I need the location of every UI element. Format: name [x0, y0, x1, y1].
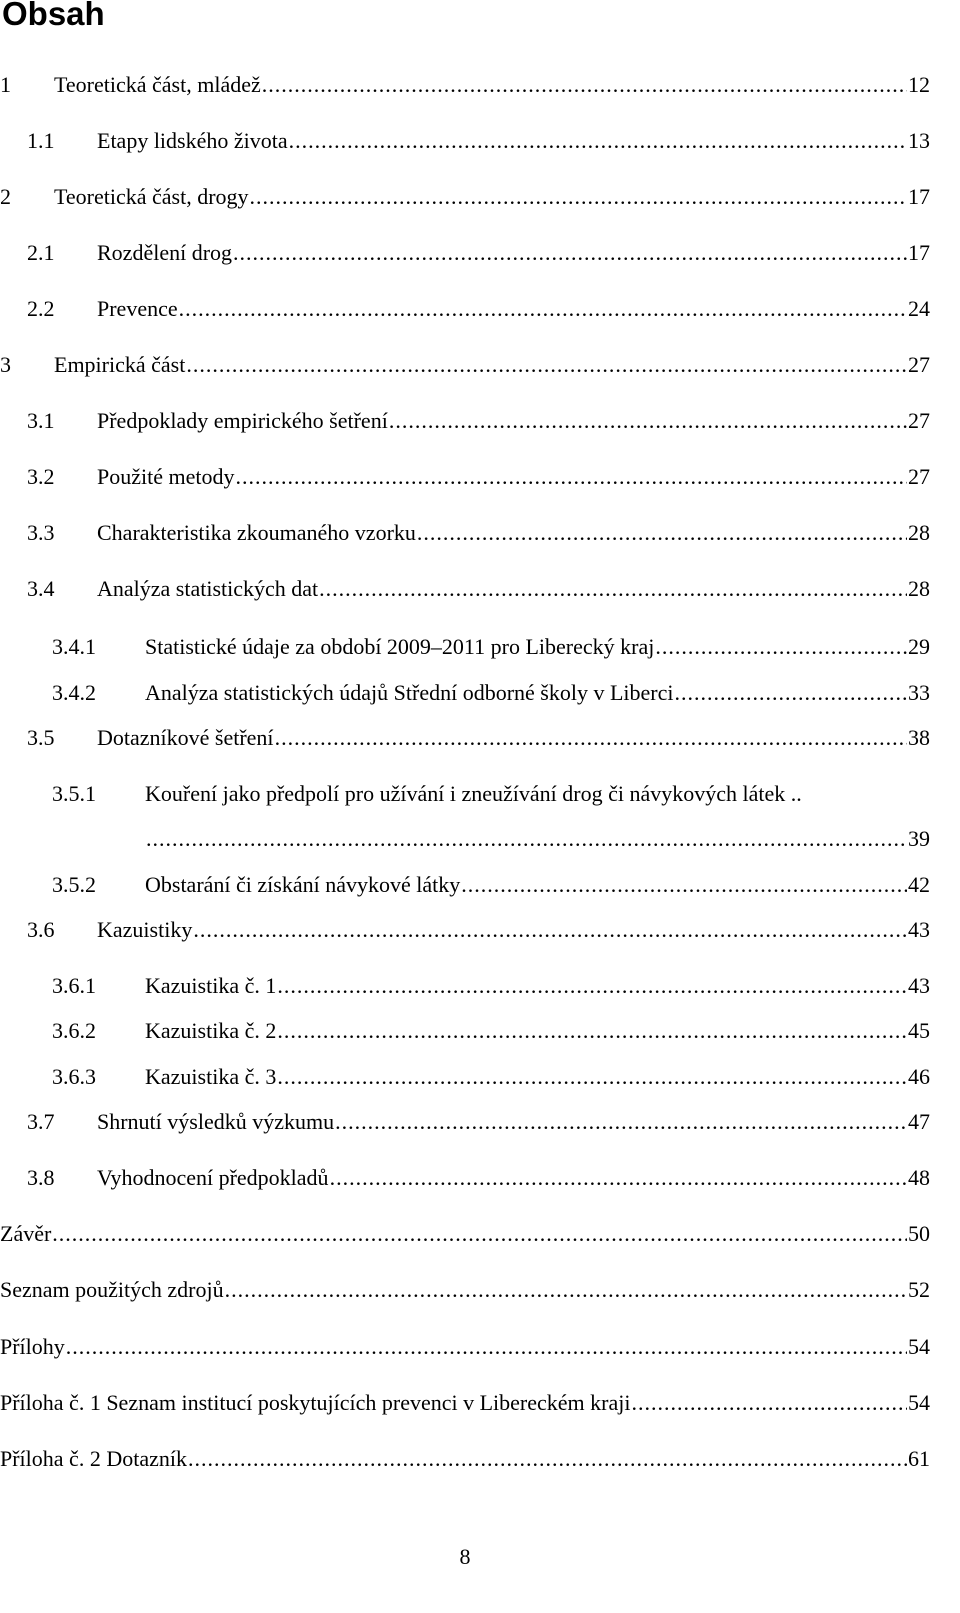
- toc-entry-page: 46: [908, 1064, 930, 1089]
- toc-entry[interactable]: [0, 407, 930, 435]
- toc-entry-page: 45: [908, 1018, 930, 1043]
- toc-entry[interactable]: [0, 780, 930, 808]
- toc-entry-number: 3.5.2: [52, 872, 96, 897]
- toc-leader-dots: [250, 183, 907, 211]
- toc-entry-number: 3.5.1: [52, 781, 96, 806]
- toc-leader-dots: [146, 825, 907, 853]
- toc-leader-dots: [277, 1017, 907, 1045]
- toc-leader-dots: [655, 633, 907, 661]
- toc-entry-page: 39: [908, 826, 930, 851]
- toc-entry-page: 27: [908, 464, 930, 489]
- toc-leader-dots: [186, 351, 907, 379]
- toc-entry-number: 3.4.2: [52, 680, 96, 705]
- toc-entry[interactable]: [0, 239, 930, 267]
- toc-leader-dots: [277, 1063, 907, 1091]
- toc-leader-dots: [188, 1445, 907, 1473]
- toc-entry-page: 28: [908, 576, 930, 601]
- toc-entry-title: Rozdělení drog: [97, 240, 233, 265]
- toc-entry-title: Empirická část: [54, 352, 186, 377]
- toc-entry-number: 3.2: [27, 464, 55, 489]
- toc-entry-page: 17: [908, 240, 930, 265]
- toc-leader-dots: [235, 463, 907, 491]
- toc-entry-title: Statistické údaje za období 2009–2011 pro Liberecký kraj: [145, 634, 655, 659]
- toc-leader-dots: [461, 871, 907, 899]
- toc-entry-number: 3.6.2: [52, 1018, 96, 1043]
- toc-entry-number: 2: [0, 184, 11, 209]
- toc-leader-dots: [631, 1389, 907, 1417]
- toc-leader-dots: [52, 1220, 907, 1248]
- toc-entry-page: 24: [908, 296, 930, 321]
- toc-entry-title: Prevence: [97, 296, 178, 321]
- toc-leader-dots: [335, 1108, 907, 1136]
- toc-entry-title: Seznam použitých zdrojů: [0, 1277, 224, 1302]
- toc-entry-page: 54: [908, 1390, 930, 1415]
- toc-entry-page: 50: [908, 1221, 930, 1246]
- toc-entry[interactable]: [0, 1445, 930, 1473]
- toc-entry-page: 28: [908, 520, 930, 545]
- toc-entry-number: 2.1: [27, 240, 55, 265]
- toc-entry-title: Kazuistika č. 1: [145, 973, 277, 998]
- toc-entry[interactable]: [0, 71, 930, 99]
- toc-entry[interactable]: [0, 1389, 930, 1417]
- toc-leader-dots: [193, 916, 907, 944]
- toc-entry-title: Analýza statistických údajů Střední odborné školy v Liberci: [145, 680, 674, 705]
- toc-entry-number: 3: [0, 352, 11, 377]
- toc-entry-number: 1.1: [27, 128, 55, 153]
- toc-entry-page: 47: [908, 1109, 930, 1134]
- toc-entry-page: 29: [908, 634, 930, 659]
- toc-leader-dots: [66, 1333, 907, 1361]
- toc-entry-page: 33: [908, 680, 930, 705]
- toc-entry-page: 52: [908, 1277, 930, 1302]
- toc-leader-dots: [262, 71, 907, 99]
- toc-entry-page: 54: [908, 1334, 930, 1359]
- toc-entry-title: Předpoklady empirického šetření: [97, 408, 388, 433]
- toc-entry[interactable]: [0, 724, 930, 752]
- toc-entry[interactable]: [0, 871, 930, 899]
- toc-entry[interactable]: [0, 972, 930, 1000]
- toc-entry-page: 42: [908, 872, 930, 897]
- toc-entry-title: Kazuistika č. 3: [145, 1064, 277, 1089]
- toc-entry[interactable]: [0, 183, 930, 211]
- toc-entry-page: 27: [908, 408, 930, 433]
- toc-entry-title: Příloha č. 2 Dotazník: [0, 1446, 187, 1471]
- toc-leader-dots: [275, 724, 907, 752]
- toc-entry-number: 3.8: [27, 1165, 55, 1190]
- toc-entry-title: Dotazníkové šetření: [97, 725, 274, 750]
- toc-entry-title: Shrnutí výsledků výzkumu: [97, 1109, 335, 1134]
- toc-entry-title: Kazuistika č. 2: [145, 1018, 277, 1043]
- toc-entry[interactable]: [0, 519, 930, 547]
- toc-entry-title: Použité metody: [97, 464, 235, 489]
- toc-entry[interactable]: [0, 633, 930, 661]
- toc-entry-title: Vyhodnocení předpokladů: [97, 1165, 329, 1190]
- toc-entry[interactable]: [0, 351, 930, 379]
- toc-entry[interactable]: [0, 1017, 930, 1045]
- toc-entry-page: 17: [908, 184, 930, 209]
- toc-entry-number: 3.5: [27, 725, 55, 750]
- toc-entry[interactable]: [0, 1333, 930, 1361]
- toc-entry[interactable]: [0, 463, 930, 491]
- toc-entry-title: Charakteristika zkoumaného vzorku: [97, 520, 416, 545]
- toc-entry-title: Závěr: [0, 1221, 52, 1246]
- toc-entry[interactable]: [0, 1276, 930, 1304]
- toc-entry-number: 3.3: [27, 520, 55, 545]
- toc-entry[interactable]: [0, 1108, 930, 1136]
- toc-leader-dots: [179, 295, 907, 323]
- toc-leader-dots: [289, 127, 907, 155]
- toc-leader-dots: [674, 679, 907, 707]
- toc-entry-number: 3.6.1: [52, 973, 96, 998]
- toc-entry[interactable]: [0, 127, 930, 155]
- toc-entry-page: 61: [908, 1446, 930, 1471]
- toc-entry-title: Přílohy: [0, 1334, 65, 1359]
- toc-entry-number: 3.4.1: [52, 634, 96, 659]
- toc-entry-title: Teoretická část, drogy: [54, 184, 249, 209]
- toc-leader-dots: [233, 239, 907, 267]
- toc-entry[interactable]: [0, 295, 930, 323]
- toc-leader-dots: [417, 519, 907, 547]
- toc-entry-page: 38: [908, 725, 930, 750]
- toc-entry-title: Analýza statistických dat: [97, 576, 319, 601]
- toc-entry-page: 43: [908, 917, 930, 942]
- toc-leader-dots: [319, 575, 907, 603]
- toc-entry-page: 43: [908, 973, 930, 998]
- toc-entry-title: Kazuistiky: [97, 917, 193, 942]
- toc-entry-title: Obstarání či získání návykové látky: [145, 872, 461, 897]
- toc-entry[interactable]: [0, 1220, 930, 1248]
- toc-entry-continuation[interactable]: [0, 825, 930, 853]
- toc-entry-number: 3.4: [27, 576, 55, 601]
- toc-entry-number: 3.6: [27, 917, 55, 942]
- toc-entry-page: 48: [908, 1165, 930, 1190]
- toc-entry-page: 12: [908, 72, 930, 97]
- toc-entry[interactable]: [0, 575, 930, 603]
- toc-entry-title: Etapy lidského života: [97, 128, 288, 153]
- toc-leader-dots: [277, 972, 907, 1000]
- toc-entry-page: 13: [908, 128, 930, 153]
- toc-entry-title: Teoretická část, mládež: [54, 72, 261, 97]
- toc-entry-number: 1: [0, 72, 11, 97]
- toc-entry[interactable]: [0, 679, 930, 707]
- page-title: Obsah: [2, 0, 105, 32]
- toc-entry[interactable]: [0, 1164, 930, 1192]
- toc-entry[interactable]: [0, 916, 930, 944]
- toc-leader-dots: [225, 1276, 907, 1304]
- toc-leader-dots: [330, 1164, 907, 1192]
- toc-entry-number: 2.2: [27, 296, 55, 321]
- toc-entry-title: Kouření jako předpolí pro užívání i zneužívání drog či návykových látek ..: [145, 781, 802, 806]
- toc-entry-page: 27: [908, 352, 930, 377]
- toc-leader-dots: [389, 407, 907, 435]
- toc-entry-number: 3.6.3: [52, 1064, 96, 1089]
- toc-entry[interactable]: [0, 1063, 930, 1091]
- page-number: 8: [459, 1544, 471, 1569]
- toc-entry-number: 3.1: [27, 408, 55, 433]
- toc-entry-number: 3.7: [27, 1109, 55, 1134]
- toc-entry-title: Příloha č. 1 Seznam institucí poskytujících prevenci v Libereckém kraji: [0, 1390, 631, 1415]
